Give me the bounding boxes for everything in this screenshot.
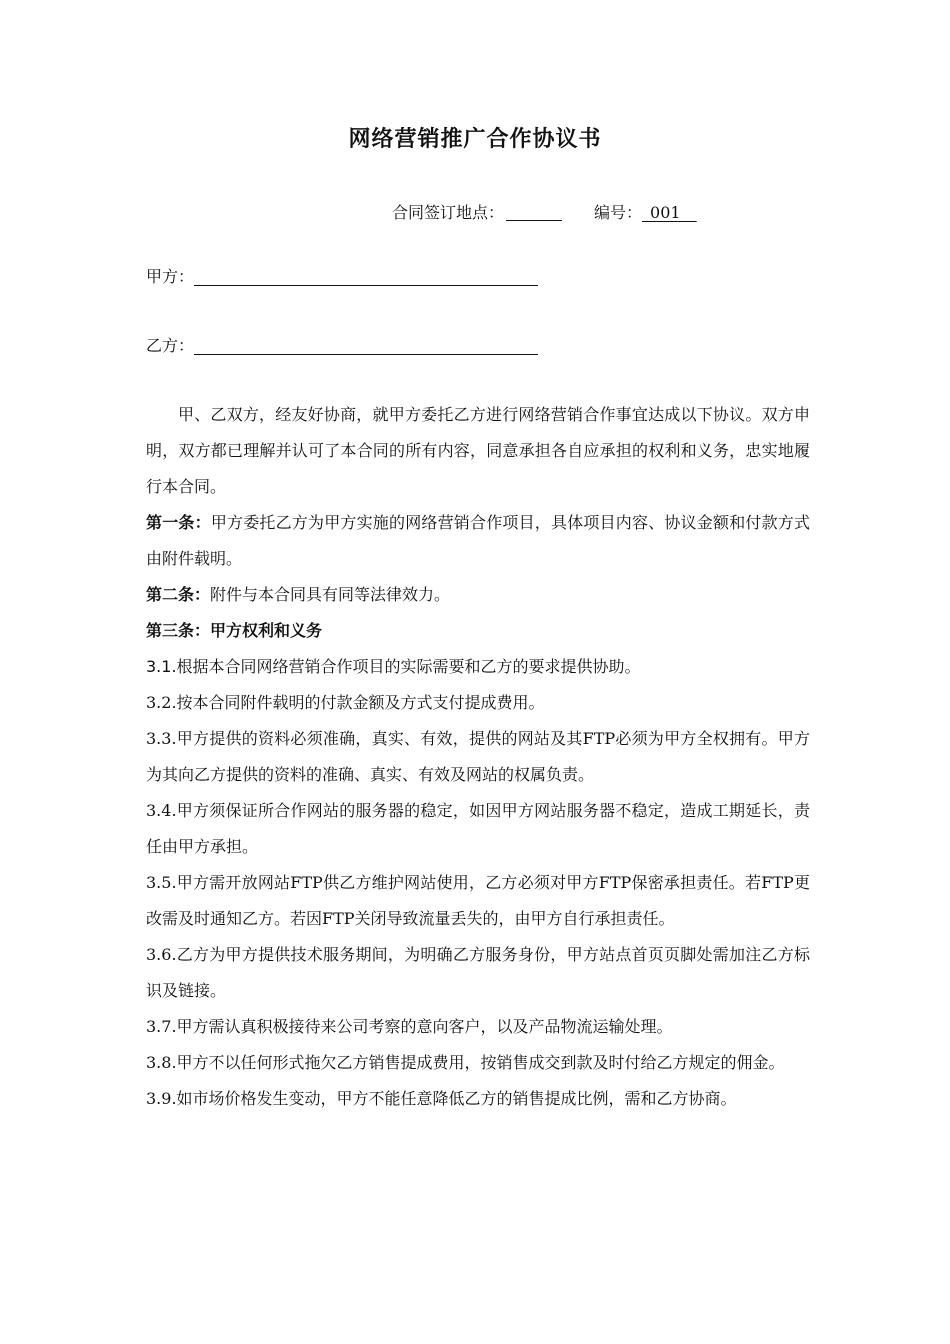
clause-text: 乙方为甲方提供技术服务期间，为明确乙方服务身份，甲方站点首页页脚处需加注乙方标识及链接。 xyxy=(146,945,810,1000)
clause-text: 甲方不以任何形式拖欠乙方销售提成费用，按销售成交到款及时付给乙方规定的佣金。 xyxy=(176,1053,785,1072)
clause-text: 甲方需认真积极接待来公司考察的意向客户，以及产品物流运输处理。 xyxy=(176,1017,673,1036)
clause-text: 按本合同附件载明的付款金额及方式支付提成费用。 xyxy=(176,693,545,712)
clause-text: 如市场价格发生变动，甲方不能任意降低乙方的销售提成比例，需和乙方协商。 xyxy=(176,1089,737,1108)
party-a-label: 甲方： xyxy=(146,267,195,286)
clause-3-9 xyxy=(146,1081,810,1117)
clause-3-8 xyxy=(146,1045,810,1081)
article-2-text: 附件与本合同具有同等法律效力。 xyxy=(210,585,451,604)
party-a-row xyxy=(146,264,538,287)
clause-text: 甲方需开放网站FTP供乙方维护网站使用，乙方必须对甲方FTP保密承担责任。若FTP更改需及时通知乙方。若因FTP关闭导致流量丢失的，由甲方自行承担责任。 xyxy=(146,873,810,928)
clause-number: 3.5. xyxy=(146,873,177,892)
contract-body xyxy=(146,397,810,1117)
article-3-heading: 第三条：甲方权利和义务 xyxy=(146,621,323,640)
clause-number: 3.8. xyxy=(146,1053,177,1072)
clause-number: 3.6. xyxy=(146,945,177,964)
clause-3-1 xyxy=(146,649,810,685)
clause-3-4 xyxy=(146,793,810,865)
clause-number: 3.3. xyxy=(146,729,177,748)
clause-text: 甲方提供的资料必须准确，真实、有效，提供的网站及其FTP必须为甲方全权拥有。甲方为其向乙方提供的资料的准确、真实、有效及网站的权属负责。 xyxy=(146,729,810,784)
clause-number: 3.9. xyxy=(146,1089,177,1108)
contract-meta xyxy=(392,200,697,223)
party-b-blank xyxy=(194,338,538,355)
article-1-label: 第一条： xyxy=(146,513,211,532)
clause-number: 3.7. xyxy=(146,1017,177,1036)
signing-place-label: 合同签订地点： xyxy=(392,203,505,222)
party-b-row xyxy=(146,333,538,356)
clause-3-6 xyxy=(146,937,810,1009)
article-2-label: 第二条： xyxy=(146,585,211,604)
party-a-blank xyxy=(194,269,538,286)
signing-place-blank xyxy=(506,204,562,221)
clause-number: 3.4. xyxy=(146,801,177,820)
contract-number-value: _001__ xyxy=(642,203,697,222)
clause-text: 根据本合同网络营销合作项目的实际需要和乙方的要求提供协助。 xyxy=(176,657,641,676)
intro-paragraph: 甲、乙双方，经友好协商，就甲方委托乙方进行网络营销合作事宜达成以下协议。双方申明，双方都已理解并认可了本合同的所有内容，同意承担各自应承担的权利和义务，忠实地履行本合同。 xyxy=(146,405,810,496)
clause-text: 甲方须保证所合作网站的服务器的稳定，如因甲方网站服务器不稳定，造成工期延长，责任由甲方承担。 xyxy=(146,801,810,856)
clause-number: 3.1. xyxy=(146,657,177,676)
clause-3-7 xyxy=(146,1009,810,1045)
article-2 xyxy=(146,577,810,613)
clause-3-5 xyxy=(146,865,810,937)
clause-number: 3.2. xyxy=(146,693,177,712)
contract-number-label: 编号： xyxy=(594,203,643,222)
clause-3-2 xyxy=(146,685,810,721)
clause-3-3 xyxy=(146,721,810,793)
party-b-label: 乙方： xyxy=(146,336,195,355)
article-1-text: 甲方委托乙方为甲方实施的网络营销合作项目，具体项目内容、协议金额和付款方式由附件载明。 xyxy=(146,513,810,568)
article-1 xyxy=(146,505,810,577)
document-title: 网络营销推广合作协议书 xyxy=(348,127,602,152)
